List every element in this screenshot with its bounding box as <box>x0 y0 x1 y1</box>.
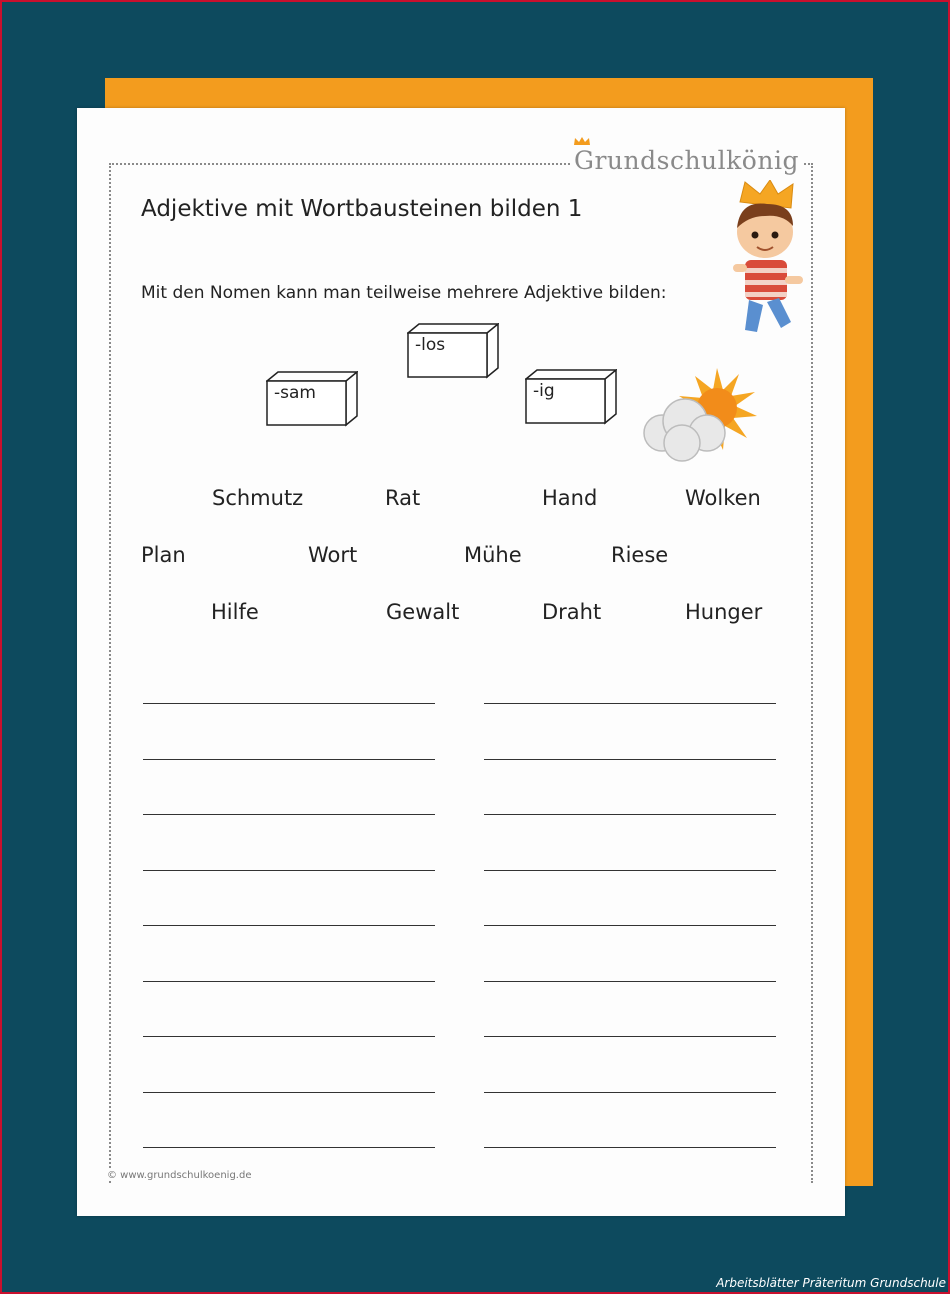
answer-line[interactable] <box>484 870 776 871</box>
noun-word: Mühe <box>464 543 522 567</box>
image-caption: Arbeitsblätter Präteritum Grundschule <box>716 1276 946 1290</box>
answer-line[interactable] <box>484 981 776 982</box>
noun-word: Hand <box>542 486 598 510</box>
boy-king-illustration <box>715 180 815 345</box>
worksheet-title: Adjektive mit Wortbausteinen bilden 1 <box>141 196 583 222</box>
answer-line[interactable] <box>143 925 435 926</box>
suffix-label-los: -los <box>415 335 446 355</box>
noun-word: Riese <box>611 543 669 567</box>
noun-word: Schmutz <box>212 486 304 510</box>
suffix-block-sam <box>266 371 358 427</box>
noun-word: Hunger <box>685 600 763 624</box>
noun-word: Gewalt <box>386 600 460 624</box>
dotted-frame <box>109 163 813 1183</box>
instruction-text: Mit den Nomen kann man teilweise mehrere Adjektive bilden: <box>141 283 667 303</box>
suffix-label-sam: -sam <box>274 383 316 403</box>
answer-line[interactable] <box>143 1036 435 1037</box>
noun-word: Plan <box>141 543 186 567</box>
crown-icon <box>573 136 591 146</box>
noun-word: Wolken <box>685 486 761 510</box>
answer-line[interactable] <box>143 703 435 704</box>
answer-line[interactable] <box>143 759 435 760</box>
answer-line[interactable] <box>484 1147 776 1148</box>
answer-line[interactable] <box>484 814 776 815</box>
answer-line[interactable] <box>484 1036 776 1037</box>
answer-line[interactable] <box>143 814 435 815</box>
answer-line[interactable] <box>143 1147 435 1148</box>
suffix-block-ig <box>525 369 617 425</box>
suffix-label-ig: -ig <box>533 381 555 401</box>
noun-word: Draht <box>542 600 602 624</box>
copyright-text: © www.grundschulkoenig.de <box>107 1170 255 1181</box>
answer-line[interactable] <box>484 703 776 704</box>
sun-cloud-illustration <box>637 363 772 468</box>
answer-line[interactable] <box>484 925 776 926</box>
noun-word: Hilfe <box>211 600 259 624</box>
answer-line[interactable] <box>143 981 435 982</box>
answer-line[interactable] <box>484 759 776 760</box>
worksheet-page <box>77 108 845 1216</box>
noun-word: Wort <box>308 543 358 567</box>
answer-line[interactable] <box>143 1092 435 1093</box>
answer-line[interactable] <box>143 870 435 871</box>
suffix-block-los <box>407 323 499 379</box>
noun-word: Rat <box>385 486 421 510</box>
brand-logo-text: Grundschulkönig <box>570 146 803 175</box>
answer-line[interactable] <box>484 1092 776 1093</box>
